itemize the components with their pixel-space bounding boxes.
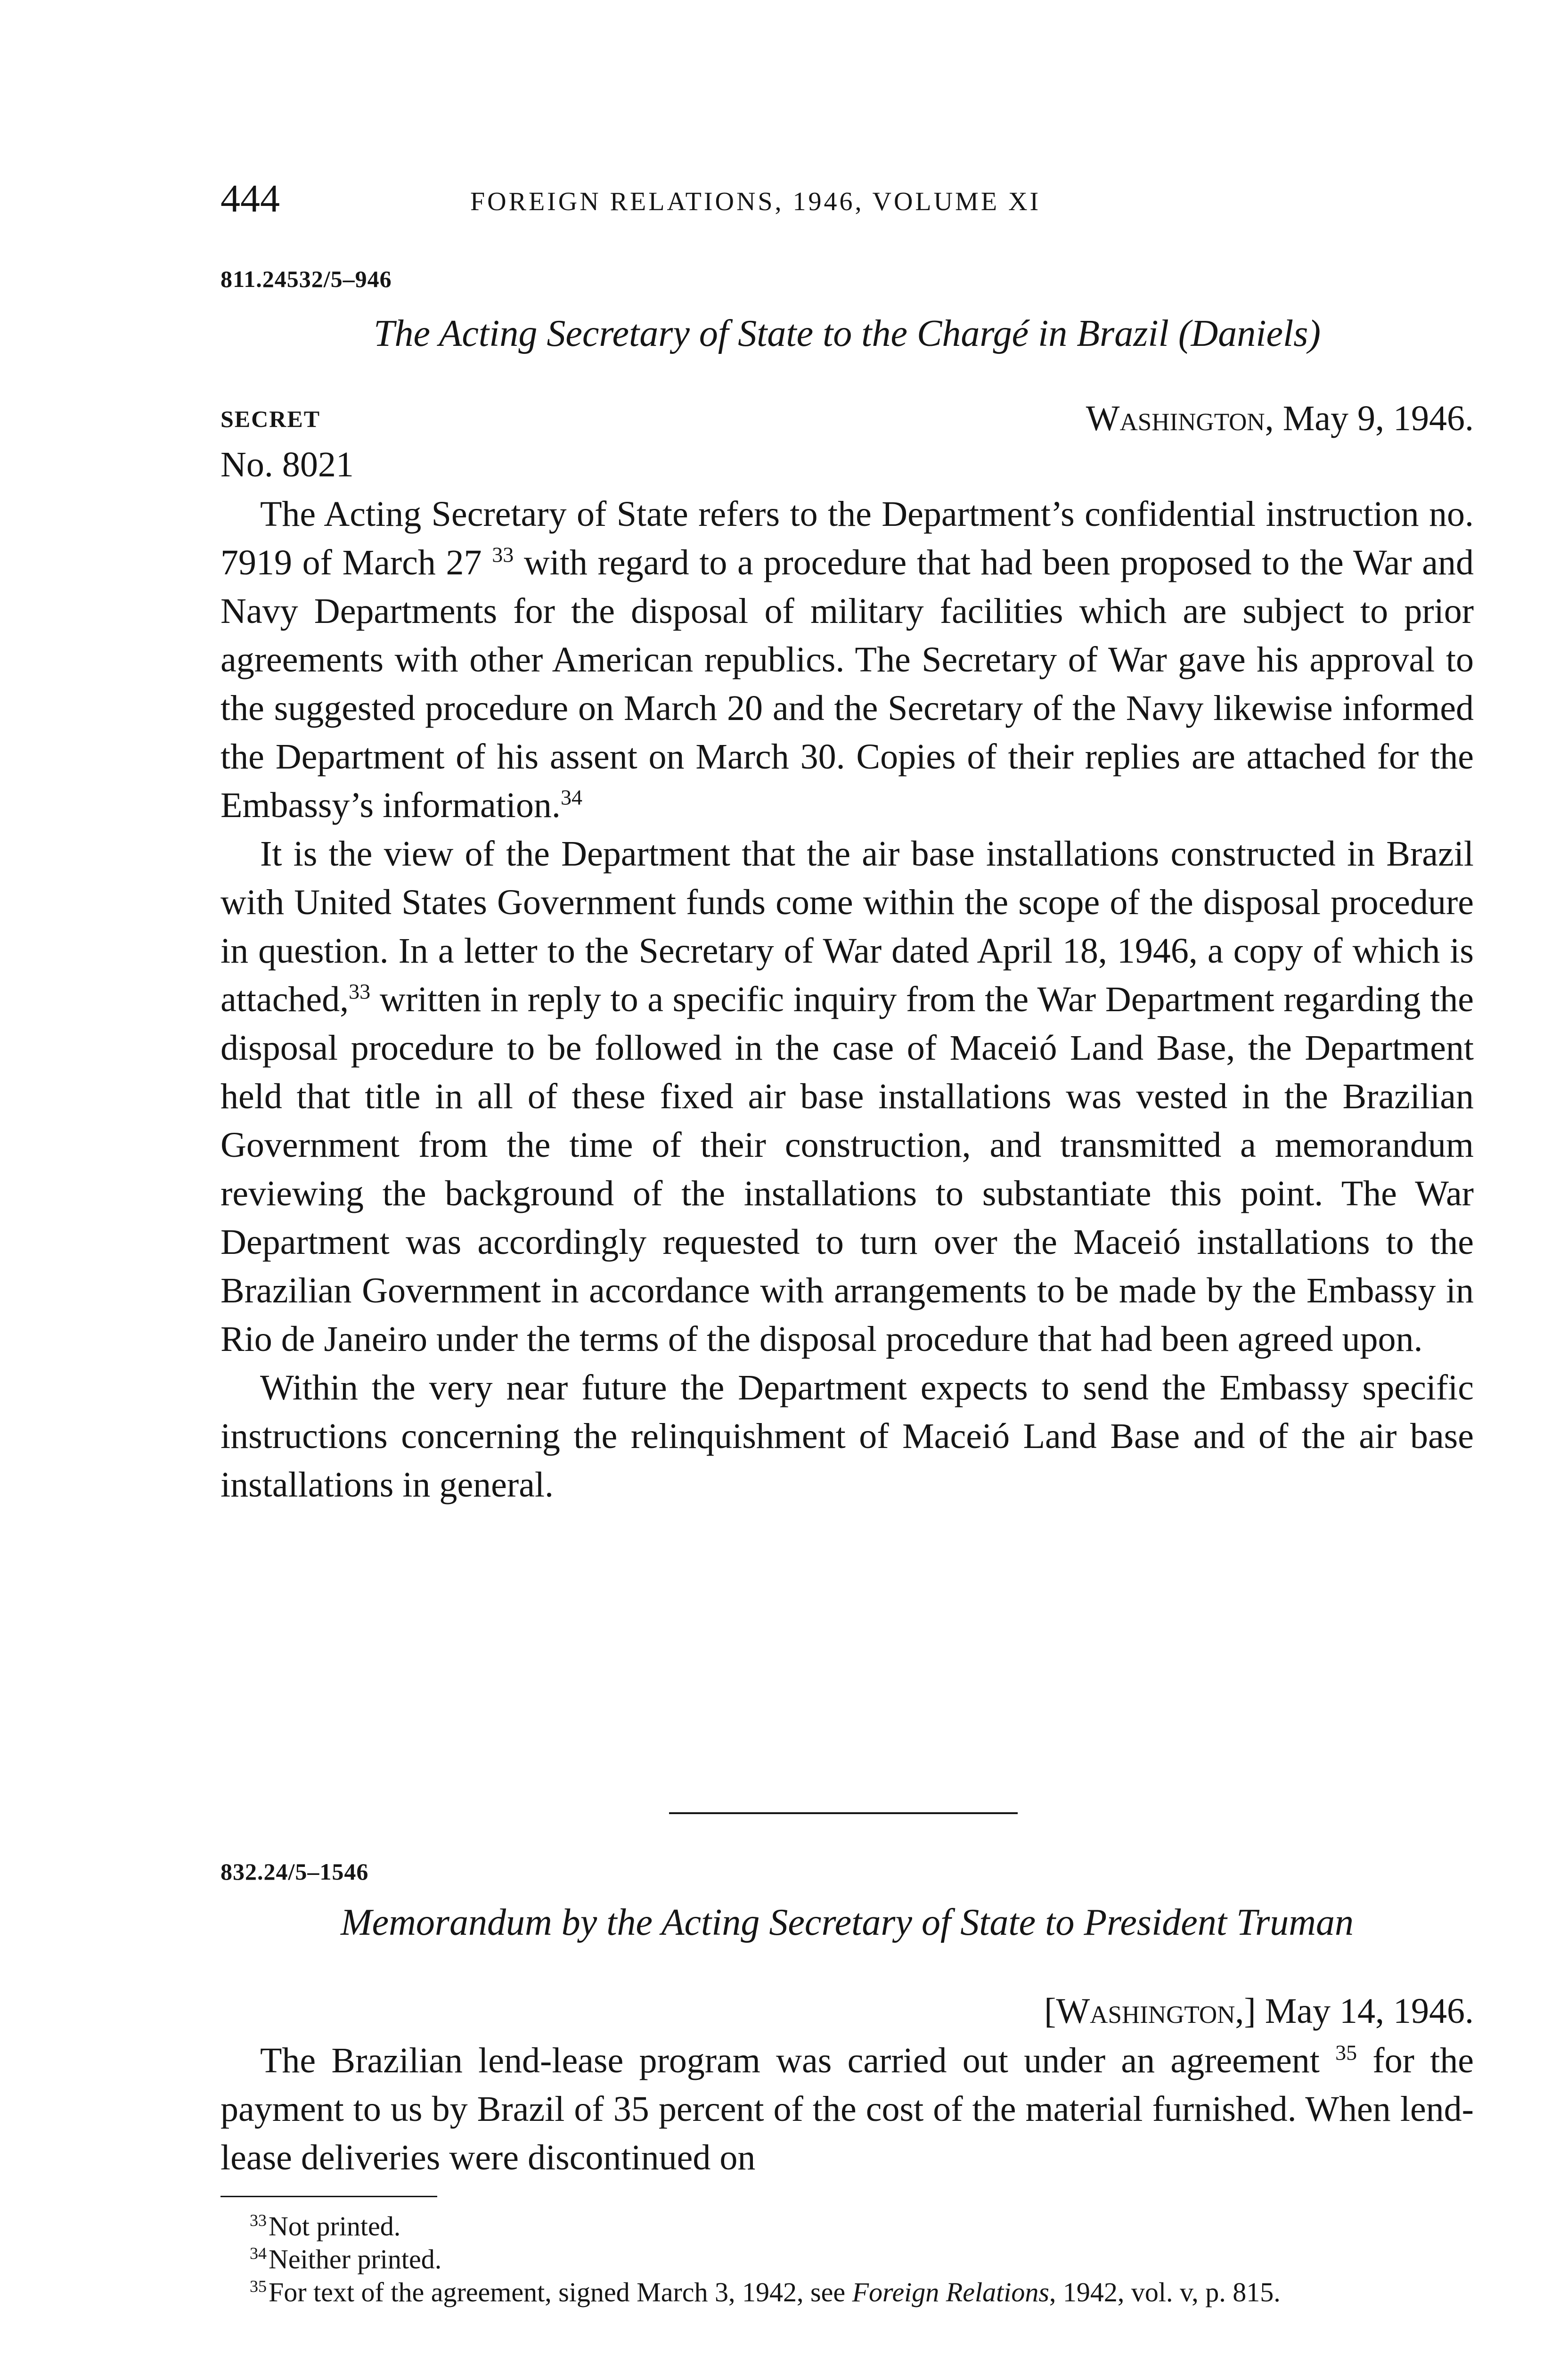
document-body <box>220 2037 1474 2182</box>
footnote-ref: 34 <box>560 785 582 810</box>
page-number: 444 <box>220 177 280 221</box>
footnote-rule <box>220 2196 437 2197</box>
document-body <box>220 490 1474 1509</box>
footnote-ref: 33 <box>492 542 514 567</box>
file-number: 811.24532/5–946 <box>220 266 392 292</box>
classification-label: SECRET <box>220 406 321 432</box>
paragraph: The Brazilian lend-lease program was carried out under an agreement $^{35}$ for the payment to us by Brazil of 35 percent of the cost of the material furnished. When lend-lease deliveries were discontinued on <box>220 2040 1474 2177</box>
dateline <box>220 1988 1474 2035</box>
document-heading: Memorandum by the Acting Secretary of State to President Truman <box>340 1902 1354 1943</box>
place-date <box>1044 1988 1474 2035</box>
serial-number: No. 8021 <box>220 445 354 484</box>
place: Washington, <box>1086 399 1274 438</box>
document-heading: The Acting Secretary of State to the Chargé in Brazil (Daniels) <box>373 313 1321 354</box>
file-number: 832.24/5–1546 <box>220 1858 369 1885</box>
footnote-ref: 35 <box>1335 2040 1357 2065</box>
date: May 9, 1946. <box>1282 399 1474 438</box>
paragraph: It is the view of the Department that the air base installations constructed in Brazil with United States Government funds come within the scope of the disposal procedure in question. In a letter to the Secretary of War dated April 18, 1946, a copy of which is attached,$^{33}$ written in reply to a specific inquiry from the War Department regarding the disposal procedure to be followed in the case of Maceió Land Base, the Department held that title in all of these fixed air base installations was vested in the Brazilian Government from the time of their construction, and transmitted a memorandum reviewing the background of the installations to substantiate this point. The War Department was accordingly requested to turn over the Maceió installations to the Brazilian Government in accordance with arrangements to be made by the Embassy in Rio de Janeiro under the terms of the disposal procedure that had been agreed upon. <box>220 834 1474 1359</box>
paragraph: Within the very near future the Department expects to send the Embassy specific instructions concerning the relinquishment of Maceió Land Base and of the air base installations in general. <box>220 1368 1474 1505</box>
place-date <box>1086 395 1474 442</box>
footnote: $^{35}$For text of the agreement, signed March 3, 1942, see Foreign Relations, 1942, vol. v, p. 815. <box>250 2276 1281 2307</box>
footnote-mark: 33 <box>250 2210 267 2230</box>
place: [Washington,] <box>1044 1991 1256 2031</box>
date: May 14, 1946. <box>1265 1991 1474 2031</box>
footnote-ref: 33 <box>349 979 371 1004</box>
paragraph: The Acting Secretary of State refers to the Department’s confidential instruction no. 7919 of March 27 $^{33}$ with regard to a procedure that had been proposed to the War and Navy Departments for the disposal of military facilities which are subject to prior agreements with other American republics. The Secretary of War gave his approval to the suggested procedure on March 20 and the Secretary of the Navy likewise informed the Department of his assent on March 30. Copies of their replies are attached for the Embassy’s information.$^{34}$ <box>220 494 1474 825</box>
footnote: $^{33}$Not printed. <box>250 2210 401 2241</box>
footnote-mark: 35 <box>250 2276 267 2296</box>
footnotes <box>220 2210 1474 2309</box>
section-divider <box>669 1812 1018 1814</box>
running-title: FOREIGN RELATIONS, 1946, VOLUME XI <box>470 187 1041 216</box>
footnote-mark: 34 <box>250 2243 267 2263</box>
running-header <box>220 175 1483 227</box>
footnote: $^{34}$Neither printed. <box>250 2243 442 2274</box>
dateline <box>220 395 1474 442</box>
